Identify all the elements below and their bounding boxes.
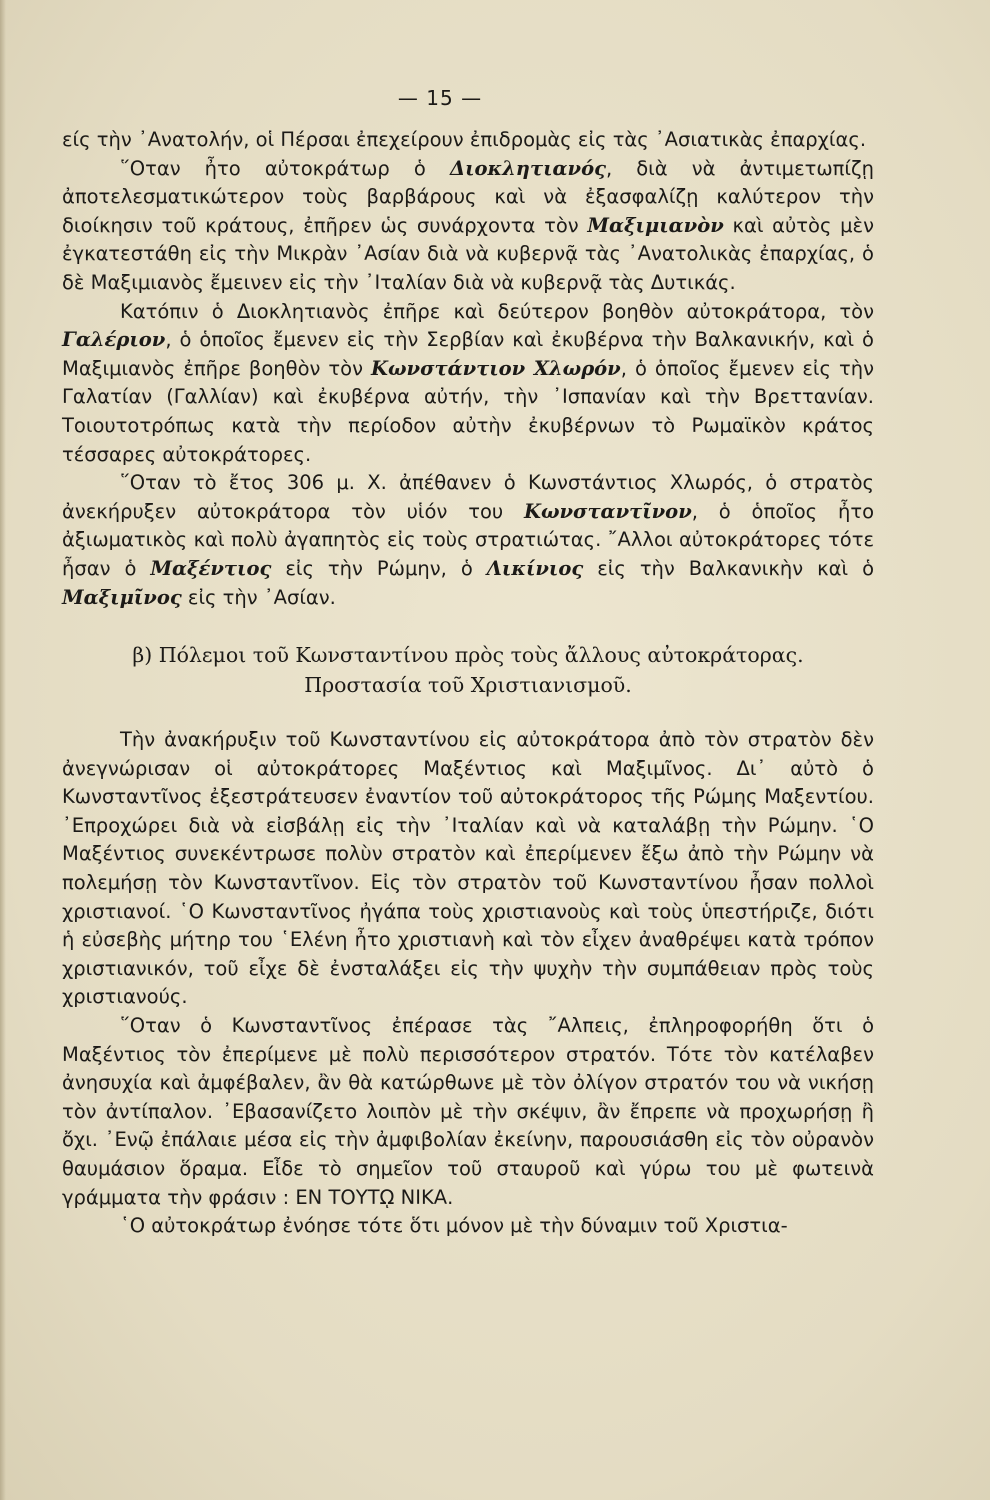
name-constantius-chlorus: Κωνστάντιον Χλωρόν	[371, 356, 621, 380]
text-span: εἰς τὴν ᾿Ασίαν.	[181, 585, 336, 609]
paragraph-campaign: Τὴν ἀνακήρυξιν τοῦ Κωνσταντίνου εἰς αὐτοκράτορα ἀπὸ τὸν στρατὸν δὲν ἀνεγνώρισαν οἱ αὐτοκράτορες Μαξέντιος καὶ Μαξιμῖνος. Δι᾿ αὐτὸ ὁ Κωνσταντῖνος ἐξεστράτευσεν ἐναντίον τοῦ αὐτοκράτορος τῆς Ρώμης Μαξεντίου. ᾿Επροχώρει διὰ νὰ εἰσβάλῃ εἰς τὴν ᾿Ιταλίαν καὶ νὰ καταλάβῃ τὴν Ρώμην. ῾Ο Μαξέντιος συνεκέντρωσε πολὺν στρατὸν καὶ ἐπερίμενεν ἔξω ἀπὸ τὴν Ρώμην νὰ πολεμήσῃ τὸν Κωνσταντῖνον. Εἰς τὸν στρατὸν τοῦ Κωνσταντίνου ἦσαν πολλοὶ χριστιανοί. ῾Ο Κωνσταντῖνος ἠγάπα τοὺς χριστιανοὺς καὶ τοὺς ὑπεστήριζε, διότι ἡ εὐσεβὴς μήτηρ του ῾Ελένη ἦτο χριστιανὴ καὶ τὸν εἶχεν ἀναθρέψει κατὰ τρόπον χριστιανικόν, τοῦ εἶχε δὲ ἐνσταλάξει εἰς τὴν ψυχὴν τὴν συμπάθειαν πρὸς τοὺς χριστιανούς.	[62, 728, 874, 1009]
name-maximinus: Μαξιμῖνος	[62, 585, 182, 609]
name-constantine: Κωνσταντῖνον	[524, 499, 692, 523]
text-span: , ὁ ὁποῖος ἔμενεν εἰς τὴν Σερβίαν καὶ ἐκυβέρνα τὴν Βαλκανικήν, καὶ ὁ Μαξιμιανὸς ἐπῆρε βοηθὸν τὸν	[62, 328, 874, 380]
name-maximian: Μαξιμιανὸν	[587, 213, 724, 237]
text-span: , ὁ ὁποῖος ἔμενεν εἰς τὴν Γαλατίαν (Γαλλίαν) καὶ ἐκυβέρνα αὐτήν, τὴν ᾿Ισπανίαν καὶ τὴν Βρεττανίαν. Τοιουτοτρόπως κατὰ τὴν περίοδον αὐτὴν ἐκυβέρνων τὸ Ρωμαϊκὸν κράτος τέσσαρες αὐτοκράτορες.	[62, 356, 874, 466]
paragraph-diocletian	[62, 155, 874, 298]
name-galerius: Γαλέριον	[62, 328, 166, 352]
page-number: — 15 —	[397, 86, 483, 110]
paragraph-vision: ῞Οταν ὁ Κωνσταντῖνος ἐπέρασε τὰς ῎Αλπεις, ἐπληροφορήθη ὅτι ὁ Μαξέντιος τὸν ἐπερίμενε μὲ πολὺ περισσότερον στρατόν. Τότε τὸν κατέλαβεν ἀνησυχία καὶ ἀμφέβαλεν, ἂν θὰ κατώρθωνε μὲ τὸν ὀλίγον στρατόν του νὰ νικήσῃ τὸν ἀντίπαλον. ᾿Εβασανίζετο λοιπὸν μὲ τὴν σκέψιν, ἂν ἔπρεπε νὰ προχωρήσῃ ἢ ὄχι. ᾿Ενῷ ἐπάλαιε μέσα εἰς τὴν ἀμφιβολίαν ἐκείνην, παρουσιάσθη εἰς τὸν οὐρανὸν θαυμάσιον ὅραμα. Εἶδε τὸ σημεῖον τοῦ σταυροῦ καὶ γύρω του μὲ φωτεινὰ γράμματα τὴν φράσιν : ΕΝ ΤΟΥΤῼ ΝΙΚΑ.	[62, 1014, 874, 1209]
name-maxentius: Μαξέντιος	[150, 556, 272, 580]
paragraph-realization: ῾Ο αὐτοκράτωρ ἐνόησε τότε ὅτι μόνον μὲ τὴν δύναμιν τοῦ Χριστια-	[120, 1214, 788, 1238]
paragraph-continuation: είς τὴν ᾿Ανατολήν, οἱ Πέρσαι ἐπεχείρουν ἐπιδρομὰς εἰς τὰς ᾿Ασιατικὰς ἐπαρχίας.	[62, 128, 867, 151]
paragraph-tetrarchy	[62, 298, 874, 470]
section-heading-line-1: β) Πόλεμοι τοῦ Κωνσταντίνου πρὸς τοὺς ἄλλους αὐτοκράτορας.	[132, 643, 804, 668]
text-span: ῞Οταν τὸ ἔτος 306 μ. Χ. ἀπέθανεν ὁ Κωνστάντιος Χλωρός, ὁ στρατὸς ἀνεκήρυξεν αὐτοκράτορα τὸν υἱόν του	[62, 471, 874, 523]
text-span: εἰς τὴν Βαλκανικὴν καὶ ὁ	[583, 556, 875, 580]
text-span: , διὰ νὰ ἀντιμετωπίζῃ ἀποτελεσματικώτερον τοὺς βαρβάρους καὶ νὰ ἐξασφαλίζῃ καλύτερον τὴν διοίκησιν τοῦ κράτους, ἐπῆρεν ὡς συνάρχοντα τὸν	[62, 156, 874, 237]
paragraph-constantine-proclaimed	[62, 469, 874, 612]
text-span: εἰς τὴν Ρώμην, ὁ	[271, 556, 487, 580]
section-heading	[62, 640, 874, 700]
body-text	[62, 126, 874, 1241]
text-span: καὶ αὐτὸς μὲν ἐγκατεστάθη εἰς τὴν Μικρὰν ᾿Ασίαν διὰ νὰ κυβερνᾷ τὰς ᾿Ανατολικὰς ἐπαρχίας, ὁ δὲ Μαξιμιανὸς ἔμεινεν εἰς τὴν ᾿Ιταλίαν διὰ νὰ κυβερνᾷ τὰς Δυτικάς.	[62, 213, 874, 294]
section-heading-line-2: Προστασία τοῦ Χριστιανισμοῦ.	[304, 673, 632, 698]
name-licinius: Λικίνιος	[486, 556, 584, 580]
text-span: ῞Οταν ἦτο αὐτοκράτωρ ὁ	[120, 156, 450, 180]
name-diocletian: Διοκλητιανός	[449, 156, 606, 180]
text-span: Κατόπιν ὁ Διοκλητιανὸς ἐπῆρε καὶ δεύτερον βοηθὸν αὐτοκράτορα, τὸν	[120, 299, 874, 323]
text-span: , ὁ ὁποῖος ἦτο ἀξιωματικὸς καὶ πολὺ ἀγαπητὸς εἰς τοὺς στρατιώτας. ῎Αλλοι αὐτοκράτορες τότε ἦσαν ὁ	[62, 499, 874, 580]
